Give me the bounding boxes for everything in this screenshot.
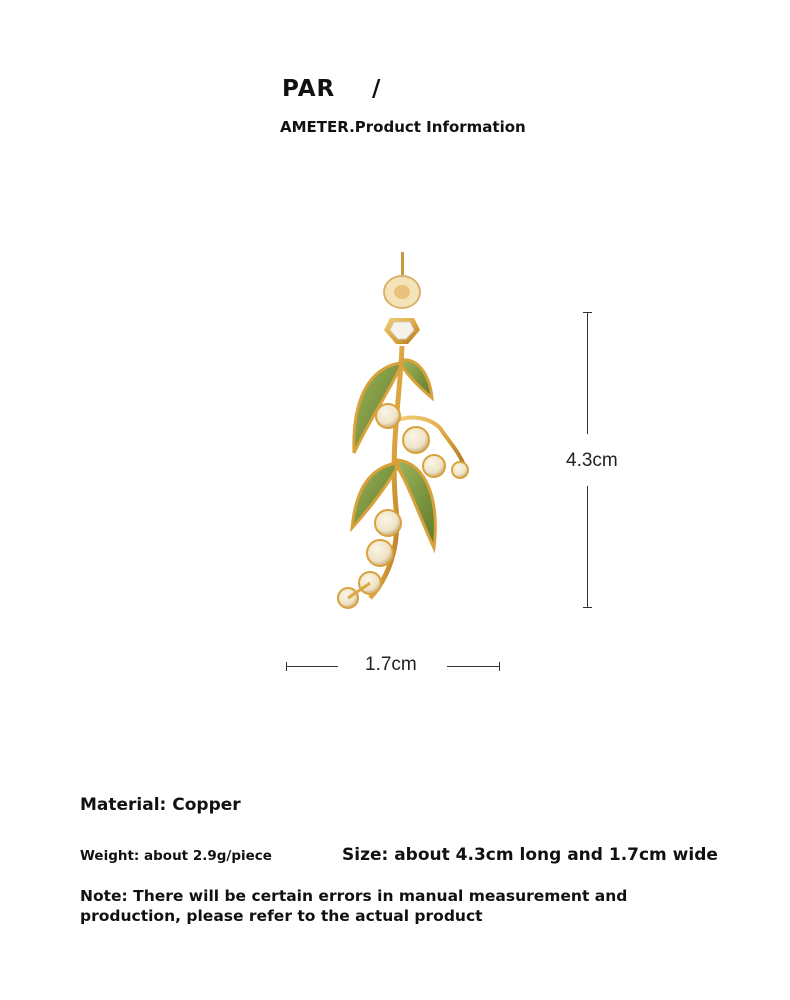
- height-label: 4.3cm: [566, 450, 618, 471]
- width-label: 1.7cm: [365, 654, 417, 675]
- earring-image: [330, 248, 480, 618]
- width-dimension-right-cap: [499, 662, 500, 671]
- weight-spec: Weight: about 2.9g/piece: [80, 848, 272, 864]
- height-dimension-line-top: [587, 312, 588, 434]
- measurement-note: Note: There will be certain errors in manual measurement and production, please refer to the actual product: [80, 887, 628, 925]
- product-information-subtitle: AMETER.Product Information: [280, 118, 526, 136]
- width-dimension-line-left: [286, 666, 338, 667]
- parameter-title: PAR: [282, 76, 336, 102]
- size-spec: Size: about 4.3cm long and 1.7cm wide: [342, 845, 718, 865]
- height-dimension-bottom-cap: [583, 607, 592, 608]
- material-spec: Material: Copper: [80, 795, 241, 815]
- height-dimension-line-bottom: [587, 486, 588, 608]
- title-slash: /: [372, 76, 381, 102]
- width-dimension-line-right: [447, 666, 500, 667]
